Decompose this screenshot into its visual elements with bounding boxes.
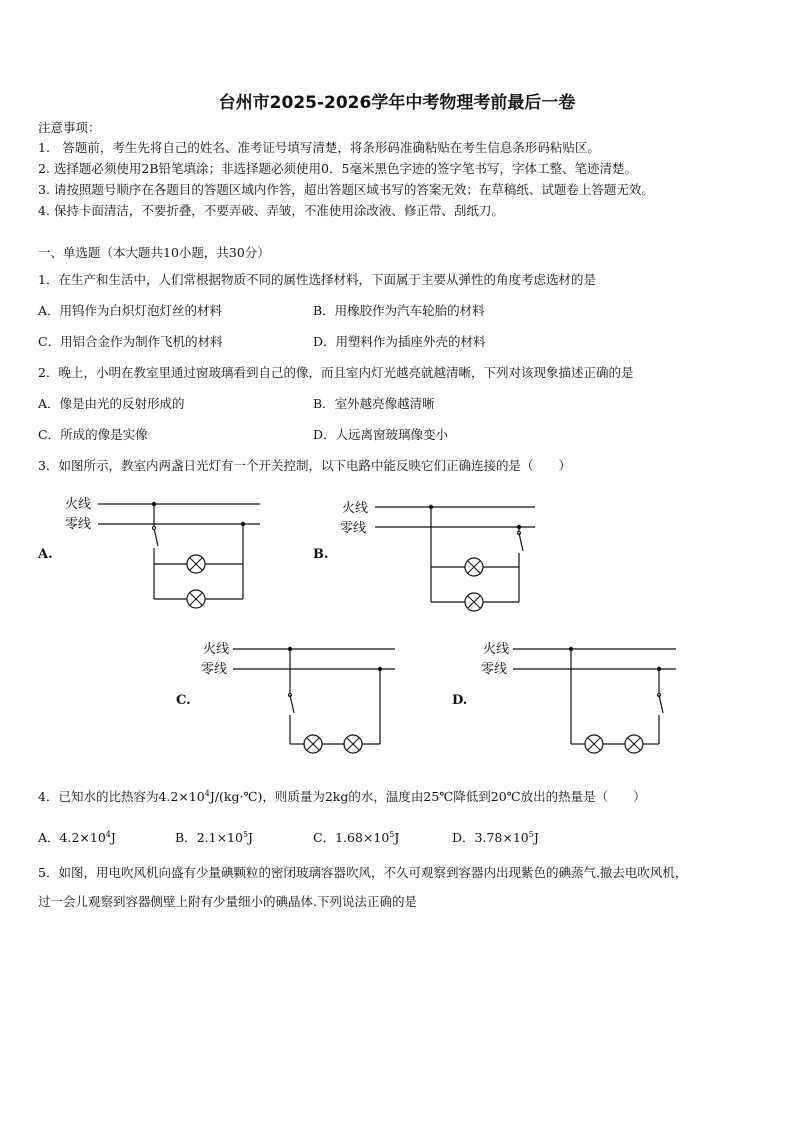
- q5-stem-line2: 过一会儿观察到容器侧壁上附有少量细小的碘晶体.下列说法正确的是: [38, 894, 417, 909]
- lamp-icon: [625, 735, 643, 753]
- circuit-b-diagram: [300, 490, 560, 615]
- q2-option-c: C．所成的像是实像: [38, 427, 148, 442]
- q4-option-c: C．$1.68\times 10^5J$: [313, 830, 400, 846]
- neutral-wire-label: 零线: [65, 517, 92, 532]
- neutral-wire-label: 零线: [340, 521, 367, 536]
- q2-option-b: B．室外越亮像越清晰: [313, 396, 435, 411]
- section-heading: 一、单选题（本大题共10小题，共30分）: [38, 245, 270, 260]
- q1-option-b: B．用橡胶作为汽车轮胎的材料: [313, 303, 485, 318]
- q5-stem-line1: 5．如图，用电吹风机向盛有少量碘颗粒的密闭玻璃容器吹风，不久可观察到容器内出现紫色的碘蒸气.撤去电吹风机，: [38, 865, 688, 880]
- circuit-c-label: C.: [176, 693, 191, 708]
- q4-option-b: B．$2.1\times 10^5J$: [175, 830, 254, 846]
- neutral-wire-label: 零线: [201, 662, 228, 677]
- live-wire-label: 火线: [203, 642, 230, 657]
- circuit-a-diagram: [0, 490, 300, 615]
- lamp-icon: [585, 735, 603, 753]
- notice-item: 3. 请按照题号顺序在各题目的答题区域内作答，超出答题区域书写的答案无效；在草稿纸、试题卷上答题无效。: [38, 182, 654, 197]
- circuit-a-label: A.: [38, 547, 53, 562]
- q2-stem: 2．晚上，小明在教室里通过窗玻璃看到自己的像，而且室内灯光越亮就越清晰，下列对该现象描述正确的是: [38, 365, 634, 380]
- lamp-icon: [344, 735, 362, 753]
- q2-option-d: D．人远离窗玻璃像变小: [313, 427, 449, 442]
- q2-option-a: A．像是由光的反射形成的: [38, 396, 185, 411]
- q4-option-d: D．$3.78\times 10^5J$: [452, 830, 539, 846]
- circuit-d-label: D.: [452, 693, 468, 708]
- live-wire-label: 火线: [342, 501, 369, 516]
- q3-stem: 3．如图所示，教室内两盏日光灯有一个开关控制，以下电路中能反映它们正确连接的是（ ）: [38, 458, 571, 473]
- lamp-icon: [187, 555, 205, 573]
- q1-stem: 1．在生产和生活中，人们常根据物质不同的属性选择材料，下面属于主要从弹性的角度考虑选材的是: [38, 272, 596, 287]
- q4-stem: 4．已知水的比热容为$4.2\times 10^4J/(kg\cdot℃)$，则质量为2kg的水，温度由25℃降低到20℃放出的热量是（ ）: [38, 789, 646, 805]
- lamp-icon: [465, 593, 483, 611]
- lamp-icon: [187, 590, 205, 608]
- live-wire-label: 火线: [65, 497, 92, 512]
- notice-item: 1. 答题前，考生先将自己的姓名、准考证号填写清楚，将条形码准确粘贴在考生信息条形码粘贴区。: [38, 140, 600, 155]
- live-wire-label: 火线: [483, 642, 510, 657]
- q1-option-c: C．用铝合金作为制作飞机的材料: [38, 334, 223, 349]
- neutral-wire-label: 零线: [481, 662, 508, 677]
- circuit-c-diagram: [190, 635, 410, 760]
- lamp-icon: [465, 558, 483, 576]
- q1-option-a: A．用钨作为白炽灯泡灯丝的材料: [38, 303, 223, 318]
- lamp-icon: [304, 735, 322, 753]
- circuit-b-label: B.: [313, 547, 329, 562]
- notice-item: 2. 选择题必须使用2B铅笔填涂；非选择题必须使用0．5毫米黑色字迹的签字笔书写，字体工整、笔迹清楚。: [38, 161, 637, 176]
- page-title: 台州市2025-2026学年中考物理考前最后一卷: [218, 93, 576, 113]
- q4-option-a: A．$4.2\times 10^4J$: [38, 830, 116, 846]
- q1-option-d: D．用塑料作为插座外壳的材料: [313, 334, 486, 349]
- notice-heading: 注意事项：: [38, 120, 101, 135]
- notice-item: 4. 保持卡面清洁，不要折叠，不要弄破、弄皱，不准使用涂改液、修正带、刮纸刀。: [38, 203, 504, 218]
- circuit-d-diagram: [470, 635, 690, 760]
